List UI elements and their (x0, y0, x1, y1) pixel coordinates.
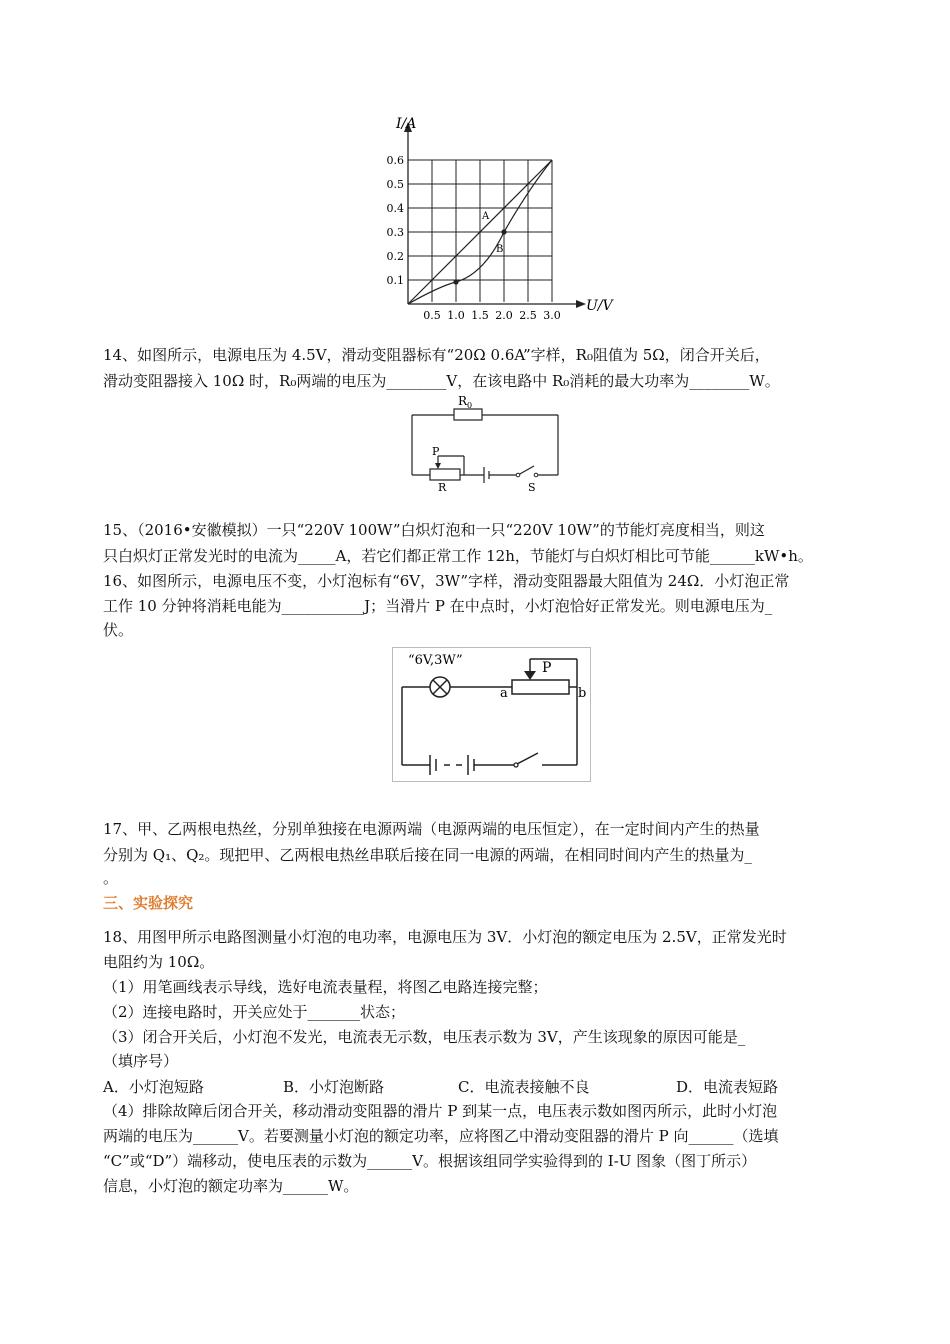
y-tick: 0.6 (386, 154, 404, 167)
option-c: C．电流表接触不良 (458, 1078, 590, 1096)
y-tick: 0.5 (386, 178, 404, 191)
q18-line5: （3）闭合开关后，小灯泡不发光，电流表无示数，电压表示数为 3V，产生该现象的原因可能是_ (103, 1028, 746, 1046)
q15-line1: 15、（2016•安徽模拟）一只“220V 100W”白炽灯泡和一只“220V 10W”的节能灯亮度相当，则这 (103, 521, 765, 539)
lamp-label: “6V,3W” (408, 653, 463, 668)
q18-line9: “C”或“D”）端移动，使电压表的示数为______V。根据该组同学实验得到的 I-U 图象（图丁所示） (103, 1152, 757, 1170)
y-tick: 0.2 (386, 250, 404, 263)
q16-line2: 工作 10 分钟将消耗电能为___________J；当滑片 P 在中点时，小灯泡恰好正常发光。则电源电压为_ (103, 597, 773, 615)
label-r0: $R_0$ (458, 394, 473, 410)
q17-line3: 。 (103, 869, 119, 887)
option-d: D．电流表短路 (676, 1078, 779, 1096)
end-b-label: b (578, 686, 587, 701)
point-c-dot (453, 279, 458, 284)
option-a: A．小灯泡短路 (103, 1078, 204, 1096)
x-tick: 2.0 (495, 309, 513, 322)
q15-line2: 只白炽灯正常发光时的电流为_____A，若它们都正常工作 12h，节能灯与白炽灯相比可节能______kW•h。 (103, 547, 813, 565)
point-b-dot (501, 229, 506, 234)
circuit-16 (392, 647, 592, 783)
q18-line2: 电阻约为 10Ω。 (103, 953, 215, 971)
q14-line1: 14、如图所示，电源电压为 4.5V，滑动变阻器标有“20Ω 0.6A”字样，R₀阻值为 5Ω，闭合开关后， (103, 346, 770, 364)
q16-line3: 伏。 (103, 621, 134, 639)
q18-line7: （4）排除故障后闭合开关，移动滑动变阻器的滑片 P 到某一点，电压表示数如图丙所示，此时小灯泡 (103, 1102, 778, 1120)
q18-line6: （填序号） (103, 1052, 179, 1070)
x-tick: 1.0 (447, 309, 465, 322)
q18-line10: 信息，小灯泡的额定功率为______W。 (103, 1177, 359, 1195)
label-p: P (432, 445, 440, 458)
section-heading: 三、实验探究 (103, 894, 194, 912)
y-axis-label: I/A (396, 116, 417, 132)
point-a-label: A (482, 211, 490, 222)
circuit-14 (400, 393, 570, 493)
x-tick: 0.5 (423, 309, 441, 322)
q18-line8: 两端的电压为______V。若要测量小灯泡的额定功率，应将图乙中滑动变阻器的滑片 P 向______（选填 (103, 1127, 779, 1145)
x-tick: 2.5 (519, 309, 537, 322)
option-b: B．小灯泡断路 (283, 1078, 385, 1096)
q18-line3: （1）用笔画线表示导线，选好电流表量程，将图乙电路连接完整； (103, 978, 548, 996)
y-tick: 0.4 (386, 202, 404, 215)
q17-line2: 分别为 Q₁、Q₂。现把甲、乙两根电热丝串联后接在同一电源的两端，在相同时间内产生的热量为_ (103, 846, 752, 864)
slider-p-label: P (542, 660, 552, 676)
iu-graph (380, 110, 640, 325)
point-b-label: B (496, 244, 504, 255)
q14-line2: 滑动变阻器接入 10Ω 时，R₀两端的电压为________V，在该电路中 R₀消耗的最大功率为________W。 (103, 372, 780, 390)
q17-line1: 17、甲、乙两根电热丝，分别单独接在电源两端（电源两端的电压恒定），在一定时间内产生的热量 (103, 820, 760, 838)
q18-line1: 18、用图甲所示电路图测量小灯泡的电功率，电源电压为 3V．小灯泡的额定电压为 2.5V，正常发光时 (103, 928, 787, 946)
x-tick: 3.0 (543, 309, 561, 322)
end-a-label: a (500, 686, 508, 701)
label-r: R (438, 481, 447, 493)
y-tick: 0.1 (386, 274, 404, 287)
y-tick: 0.3 (386, 226, 404, 239)
q16-line1: 16、如图所示，电源电压不变，小灯泡标有“6V，3W”字样，滑动变阻器最大阻值为 24Ω．小灯泡正常 (103, 572, 790, 590)
rheostat-r (430, 469, 460, 480)
x-tick: 1.5 (471, 309, 489, 322)
q18-line4: （2）连接电路时，开关应处于_______状态； (103, 1003, 406, 1021)
x-axis-label: U/V (586, 298, 613, 314)
label-s: S (528, 481, 536, 493)
resistor-r0 (454, 409, 482, 420)
